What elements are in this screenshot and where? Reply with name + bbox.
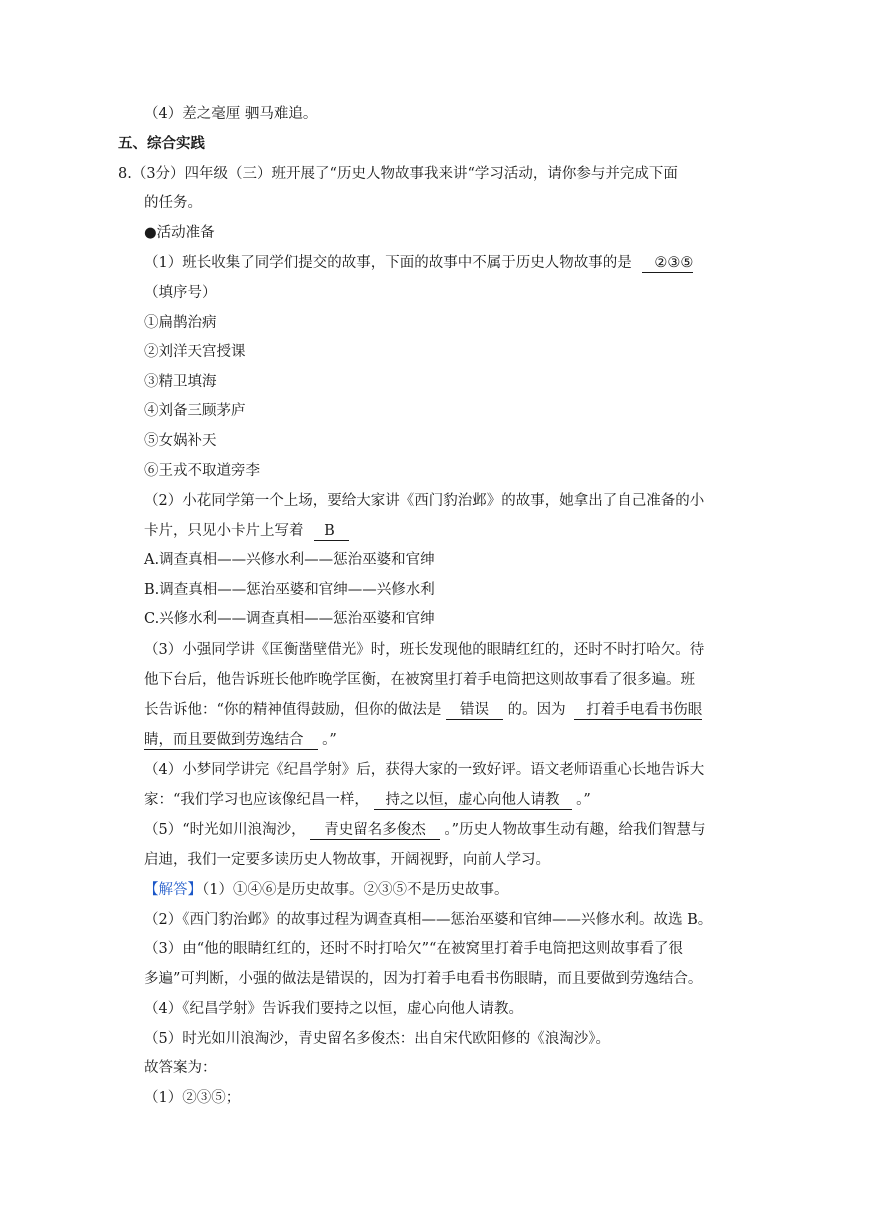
solution-3-line1: （3）由“他的眼睛红红的，还时不时打哈欠”“在被窝里打着手电筒把这则故事看了很: [144, 941, 683, 957]
part-2-line2: [144, 521, 349, 541]
part-4-answer: 持之以恒，虚心向他人请教: [374, 791, 572, 810]
part-1-answer: ②③⑤: [642, 254, 693, 273]
prev-item-4: （4）差之毫厘 驷马难追。: [144, 106, 318, 122]
solution-3-line2: 多遍”可判断，小强的做法是错误的，因为打着手电看书伤眼睛，而且要做到劳逸结合。: [144, 971, 703, 987]
activity-prep-heading: ●活动准备: [144, 225, 215, 241]
solution-label: 【解答】: [144, 882, 202, 898]
part-3-line4: [144, 730, 337, 750]
part-3-line3: [144, 700, 702, 720]
part-3-line1: （3）小强同学讲《匡衡凿壁借光》时，班长发现他的眼睛红红的，还时不时打哈欠。待: [144, 642, 705, 658]
solution-1-text: （1）①④⑥是历史故事。②③⑤不是历史故事。: [202, 882, 509, 898]
part-4-text: 家：“我们学习也应该像纪昌一样，: [144, 792, 369, 808]
part-4-line2: [144, 790, 591, 810]
part-3-line2: 他下台后，他告诉班长他昨晚学匡衡，在被窝里打着手电筒把这则故事看了很多遍。班: [144, 672, 695, 688]
part-3-text-b: 的。因为: [507, 702, 566, 718]
part-1-hint: （填序号）: [144, 285, 217, 301]
part-2-text: 卡片，只见小卡片上写着: [144, 523, 304, 539]
part-5-line1: [144, 820, 706, 840]
part-1-question: [144, 253, 693, 273]
final-answer-1: （1）②③⑤；: [144, 1090, 241, 1106]
option-6: ⑥王戎不取道旁李: [144, 463, 260, 479]
option-2: ②刘洋天宫授课: [144, 344, 246, 360]
part-5-answer: 青史留名多俊杰: [310, 821, 440, 840]
part-5-text-a: （5）“时光如川浪淘沙，: [144, 822, 306, 838]
option-4: ④刘备三顾茅庐: [144, 403, 246, 419]
part-5-line2: 启迪，我们一定要多读历史人物故事，开阔视野，向前人学习。: [144, 852, 550, 868]
part-3-answer-2b: 睛，而且要做到劳逸结合: [144, 731, 318, 750]
part-5-text-b: 。”历史人物故事生动有趣，给我们智慧与: [444, 822, 706, 838]
part-4-closing: 。”: [576, 792, 591, 808]
option-c: C.兴修水利——调查真相——惩治巫婆和官绅: [144, 611, 435, 627]
option-3: ③精卫填海: [144, 374, 217, 390]
part-2-answer: B: [314, 522, 349, 541]
question-8-stem-line2: 的任务。: [144, 195, 202, 211]
part-1-text: （1）班长收集了同学们提交的故事，下面的故事中不属于历史人物故事的是: [144, 255, 632, 271]
solution-4: （4）《纪昌学射》告诉我们要持之以恒，虚心向他人请教。: [144, 1001, 523, 1017]
part-3-text-a: 长告诉他：“你的精神值得鼓励，但你的做法是: [144, 702, 442, 718]
part-2-line1: （2）小花同学第一个上场，要给大家讲《西门豹治邺》的故事，她拿出了自己准备的小: [144, 493, 705, 509]
part-3-answer-2a: 打着手电看书伤眼: [574, 701, 702, 720]
option-a: A.调查真相——兴修水利——惩治巫婆和官绅: [144, 552, 435, 568]
question-8-stem-line1: 8.（3分）四年级（三）班开展了“历史人物故事我来讲“学习活动，请你参与并完成下面: [118, 166, 678, 182]
part-3-answer-1: 错误: [446, 701, 503, 720]
part-4-line1: （4）小梦同学讲完《纪昌学射》后，获得大家的一致好评。语文老师语重心长地告诉大: [144, 762, 705, 778]
option-5: ⑤女娲补天: [144, 433, 217, 449]
option-b: B.调查真相——惩治巫婆和官绅——兴修水利: [144, 582, 435, 598]
solution-1: [144, 880, 508, 900]
solution-2: （2）《西门豹治邺》的故事过程为调查真相——惩治巫婆和官绅——兴修水利。故选 B。: [144, 912, 713, 928]
option-1: ①扁鹊治病: [144, 315, 217, 331]
final-answer-label: 故答案为：: [144, 1060, 217, 1076]
section-title: 五、综合实践: [118, 136, 205, 152]
solution-5: （5）时光如川浪淘沙，青史留名多俊杰：出自宋代欧阳修的《浪淘沙》。: [144, 1031, 610, 1047]
part-3-closing: 。”: [322, 732, 337, 748]
